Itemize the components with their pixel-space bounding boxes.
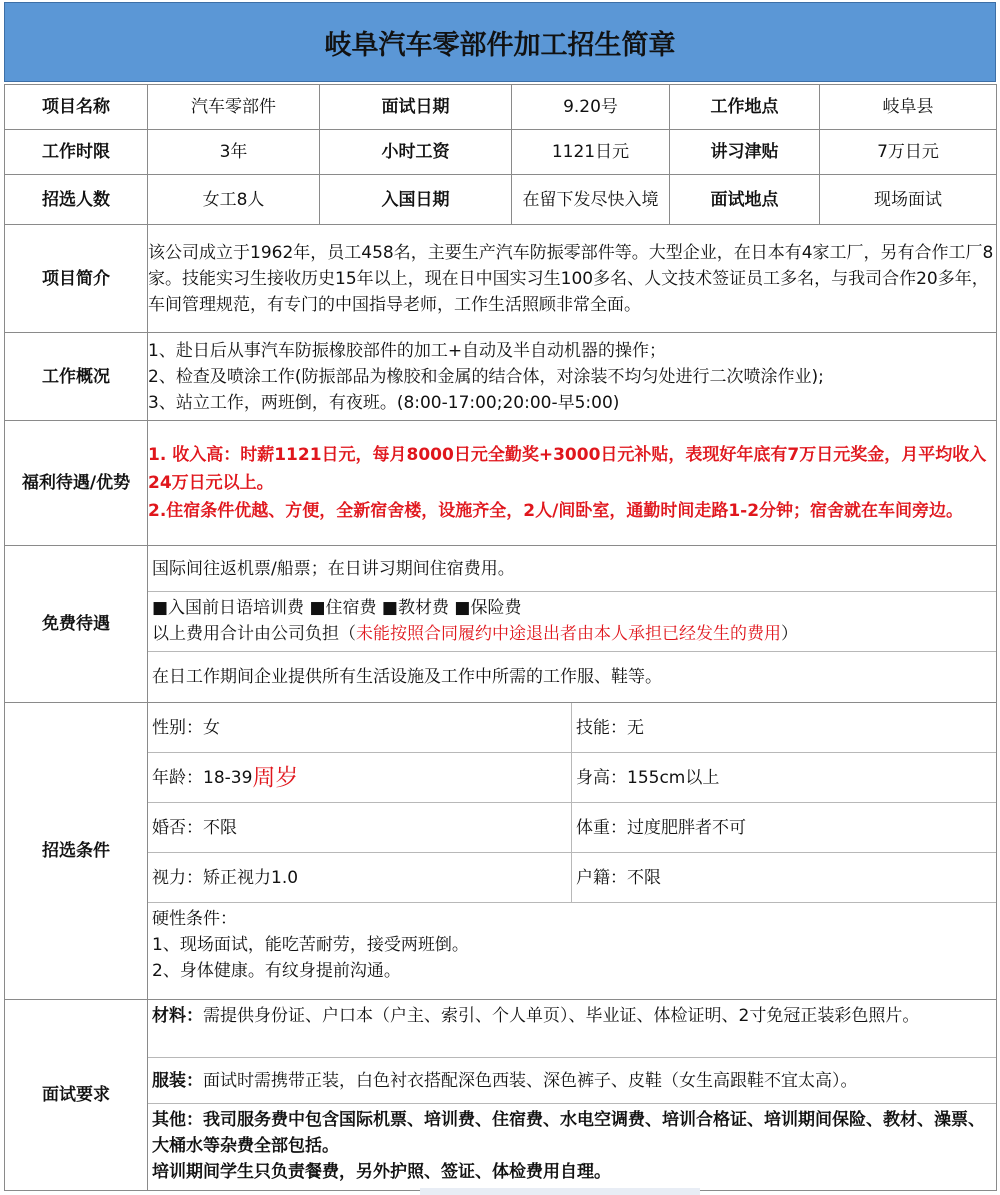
materials-item xyxy=(148,1000,996,1058)
interview-row xyxy=(5,1000,997,1191)
hukou-condition: 户籍：不限 xyxy=(576,867,661,888)
welfare-line-2: 2.住宿条件优越、方便，全新宿舍楼，设施齐全，2人/间卧室，通勤时间走路1-2分钟；宿舍就在车间旁边。 xyxy=(148,501,964,521)
work-label: 工作概况 xyxy=(5,333,148,421)
other-line-1 xyxy=(152,1107,992,1159)
vision-condition: 视力：矫正视力1.0 xyxy=(148,853,572,902)
materials-text: 需提供身份证、户口本（户主、索引、个人单页）、毕业证、体检证明、2寸免冠正装彩色照片。 xyxy=(203,1006,920,1026)
other-line-2: 培训期间学生只负责餐费，另外护照、签证、体检费用自理。 xyxy=(152,1162,611,1182)
conditions-row xyxy=(5,703,997,1000)
other-text: 我司服务费中包含国际机票、培训费、住宿费、水电空调费、培训合格证、培训期间保险、教材、澡票、大桶水等杂费全部包括。 xyxy=(152,1110,985,1156)
dress-label: 服装： xyxy=(152,1070,203,1091)
free-line-3-end: ） xyxy=(781,623,798,644)
conditions-content xyxy=(148,703,997,1000)
conditions-line xyxy=(148,703,996,753)
intro-row xyxy=(5,225,997,333)
weight-condition: 体重：过度肥胖者不可 xyxy=(576,817,746,838)
hourly-wage-label: 小时工资 xyxy=(320,130,512,175)
free-line-2: ■入国前日语培训费 ■住宿费 ■教材费 ■保险费 xyxy=(152,597,522,618)
height-condition: 身高：155cm以上 xyxy=(576,767,720,788)
info-row xyxy=(5,130,997,175)
interview-date-value: 9.20号 xyxy=(512,85,670,130)
bottom-decoration xyxy=(420,1188,700,1195)
welfare-row xyxy=(5,421,997,546)
other-label: 其他： xyxy=(152,1110,203,1130)
dress-item xyxy=(148,1058,996,1104)
free-line-3-note: 未能按照合同履约中途退出者由本人承担已经发生的费用 xyxy=(356,623,781,644)
headcount-label: 招选人数 xyxy=(5,175,148,225)
intro-label: 项目简介 xyxy=(5,225,148,333)
free-line-4: 在日工作期间企业提供所有生活设施及工作中所需的工作服、鞋等。 xyxy=(152,666,662,687)
free-label: 免费待遇 xyxy=(5,546,148,703)
free-row xyxy=(5,546,997,703)
interview-content xyxy=(148,1000,997,1191)
materials-label: 材料： xyxy=(152,1006,203,1026)
welfare-text xyxy=(148,421,997,546)
conditions-label: 招选条件 xyxy=(5,703,148,1000)
hard-conditions-title: 硬性条件： xyxy=(152,909,237,929)
gender-condition: 性别：女 xyxy=(148,703,572,752)
age-text: 年龄：18-39 xyxy=(152,767,253,788)
free-content xyxy=(148,546,997,703)
entry-date-value: 在留下发尽快入境 xyxy=(512,175,670,225)
page-title: 岐阜汽车零部件加工招生简章 xyxy=(4,2,996,82)
training-allowance-label: 讲习津贴 xyxy=(670,130,820,175)
free-line-3 xyxy=(152,621,992,647)
work-line-2: 2、检查及喷涂工作(防振部品为橡胶和金属的结合体，对涂装不均匀处进行二次喷涂作业); xyxy=(148,366,824,387)
work-row xyxy=(5,333,997,421)
welfare-label: 福利待遇/优势 xyxy=(5,421,148,546)
skill-condition: 技能：无 xyxy=(576,717,644,738)
interview-label: 面试要求 xyxy=(5,1000,148,1191)
interview-location-label: 面试地点 xyxy=(670,175,820,225)
work-line-3: 3、站立工作，两班倒，有夜班。(8:00-17:00;20:00-早5:00) xyxy=(148,392,620,413)
hard-condition-2: 2、身体健康。有纹身提前沟通。 xyxy=(152,961,401,981)
training-allowance-value: 7万日元 xyxy=(820,130,997,175)
work-location-value: 岐阜县 xyxy=(820,85,997,130)
work-line-1: 1、赴日后从事汽车防振橡胶部件的加工+自动及半自动机器的操作； xyxy=(148,340,667,361)
work-term-label: 工作时限 xyxy=(5,130,148,175)
work-location-label: 工作地点 xyxy=(670,85,820,130)
conditions-line xyxy=(148,803,996,853)
info-row xyxy=(5,175,997,225)
other-item xyxy=(148,1104,996,1190)
marriage-condition: 婚否：不限 xyxy=(148,803,572,852)
interview-date-label: 面试日期 xyxy=(320,85,512,130)
hourly-wage-value: 1121日元 xyxy=(512,130,670,175)
hard-condition-1: 1、现场面试，能吃苦耐劳，接受两班倒。 xyxy=(152,935,469,955)
dress-text: 面试时需携带正装，白色衬衣搭配深色西装、深色裤子、皮鞋（女生高跟鞋不宜太高）。 xyxy=(203,1070,858,1091)
age-condition xyxy=(148,753,572,802)
entry-date-label: 入国日期 xyxy=(320,175,512,225)
age-unit: 周岁 xyxy=(252,764,299,791)
free-block-2 xyxy=(148,592,996,652)
headcount-value: 女工8人 xyxy=(148,175,320,225)
interview-location-value: 现场面试 xyxy=(820,175,997,225)
info-row xyxy=(5,85,997,130)
conditions-line xyxy=(148,853,996,903)
project-name-label: 项目名称 xyxy=(5,85,148,130)
work-term-value: 3年 xyxy=(148,130,320,175)
free-line-1: 国际间往返机票/船票；在日讲习期间住宿费用。 xyxy=(148,547,996,592)
intro-text: 该公司成立于1962年，员工458名，主要生产汽车防振零部件等。大型企业，在日本有4家工厂，另有合作工厂8家。技能实习生接收历史15年以上，现在日中国实习生100多名、人文技术签证员工多名，与我司合作20多年，车间管理规范，有专门的中国指导老师，工作生活照顾非常全面。 xyxy=(148,225,997,333)
work-text xyxy=(148,333,997,421)
conditions-line xyxy=(148,753,996,803)
hard-conditions xyxy=(148,903,996,987)
recruitment-table xyxy=(4,84,997,1191)
welfare-line-1: 1. 收入高：时薪1121日元，每月8000日元全勤奖+3000日元补贴，表现好年底有7万日元奖金，月平均收入24万日元以上。 xyxy=(148,445,987,493)
project-name-value: 汽车零部件 xyxy=(148,85,320,130)
free-line-3-text: 以上费用合计由公司负担（ xyxy=(152,623,356,644)
